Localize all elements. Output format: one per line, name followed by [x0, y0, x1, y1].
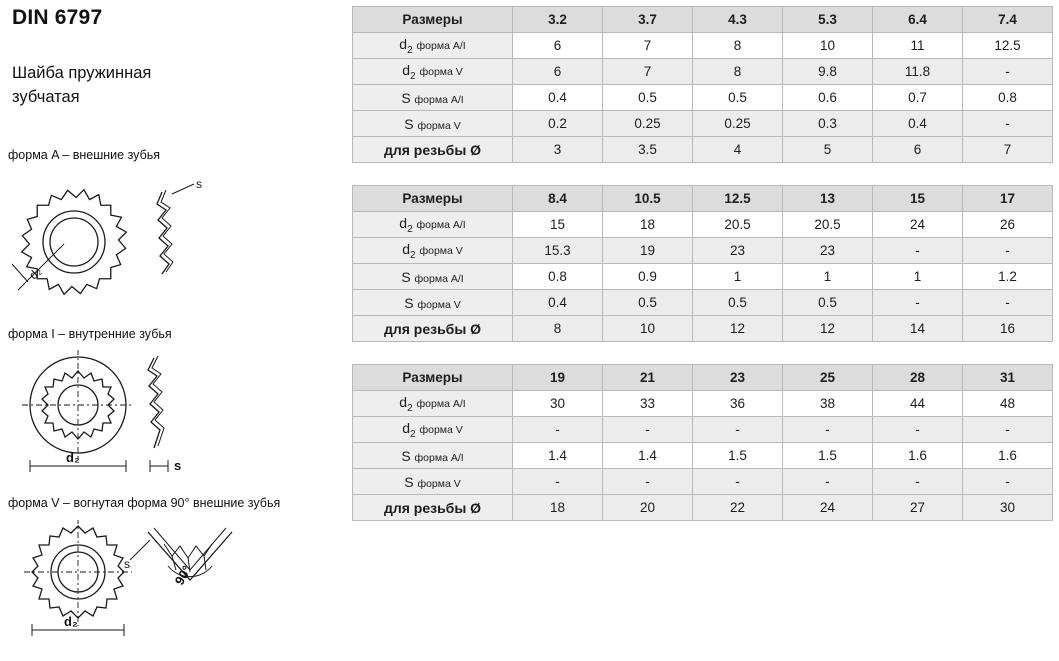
cell-value: 10: [603, 316, 693, 342]
cell-value: 30: [513, 391, 603, 417]
cell-value: 20.5: [693, 212, 783, 238]
product-title: [12, 62, 312, 110]
cell-value: 33: [603, 391, 693, 417]
dimension-d2-form-a: d₂: [26, 264, 45, 283]
cell-value: 0.4: [513, 290, 603, 316]
cell-value: 8: [513, 316, 603, 342]
header-size-value: 25: [783, 365, 873, 391]
cell-value: -: [693, 469, 783, 495]
product-title-line2: зубчатая: [12, 87, 80, 106]
cell-value: -: [963, 59, 1053, 85]
cell-value: 15: [513, 212, 603, 238]
cell-value: 20.5: [783, 212, 873, 238]
table-row: [353, 469, 1053, 495]
cell-value: 12: [693, 316, 783, 342]
table-row: [353, 417, 1053, 443]
row-label-thread: для резьбы Ø: [353, 316, 513, 342]
angle-90-form-v: 90°: [171, 562, 195, 588]
header-size-value: 21: [603, 365, 693, 391]
cell-value: 44: [873, 391, 963, 417]
cell-value: 0.8: [963, 85, 1053, 111]
cell-value: 5: [783, 137, 873, 163]
cell-value: 11.8: [873, 59, 963, 85]
cell-value: 38: [783, 391, 873, 417]
header-size-value: 17: [963, 186, 1053, 212]
cell-value: 3.5: [603, 137, 693, 163]
row-label-s-v: S форма V: [353, 469, 513, 495]
header-size-value: 5.3: [783, 7, 873, 33]
header-size-value: 6.4: [873, 7, 963, 33]
cell-value: 1: [873, 264, 963, 290]
header-size-value: 10.5: [603, 186, 693, 212]
cell-value: -: [873, 238, 963, 264]
cell-value: 1.4: [603, 443, 693, 469]
cell-value: 0.2: [513, 111, 603, 137]
product-title-line1: Шайба пружинная: [12, 64, 152, 82]
cell-value: -: [693, 417, 783, 443]
cell-value: 16: [963, 316, 1053, 342]
cell-value: 8: [693, 59, 783, 85]
dimension-s-form-a: s: [196, 177, 202, 191]
table-row: [353, 85, 1053, 111]
cell-value: -: [963, 417, 1053, 443]
table-row: [353, 443, 1053, 469]
cell-value: 1.4: [513, 443, 603, 469]
header-size-value: 15: [873, 186, 963, 212]
table-row: [353, 290, 1053, 316]
cell-value: 0.9: [603, 264, 693, 290]
header-size-value: 13: [783, 186, 873, 212]
cell-value: 0.4: [513, 85, 603, 111]
header-size-value: 7.4: [963, 7, 1053, 33]
row-label-d2-ai: $d_2$ форма A/I: [353, 391, 513, 417]
dimension-d2-form-i: d₂: [66, 450, 80, 465]
cell-value: 14: [873, 316, 963, 342]
row-label-s-ai: S форма A/I: [353, 85, 513, 111]
cell-value: 24: [783, 495, 873, 521]
row-label-d2-v: $d_2$ форма V: [353, 238, 513, 264]
table-row: [353, 316, 1053, 342]
dimension-table-1: [352, 6, 1053, 163]
table-header-row: [353, 7, 1053, 33]
left-column: [0, 0, 352, 661]
cell-value: 7: [603, 33, 693, 59]
cell-value: -: [513, 417, 603, 443]
cell-value: -: [603, 417, 693, 443]
figure-form-i: [6, 350, 216, 490]
table-row: [353, 137, 1053, 163]
header-size-value: 4.3: [693, 7, 783, 33]
row-label-s-v: S форма V: [353, 111, 513, 137]
dimension-d2-form-v: d₂: [64, 614, 78, 629]
cell-value: 1.6: [963, 443, 1053, 469]
cell-value: 15.3: [513, 238, 603, 264]
cell-value: 1.5: [783, 443, 873, 469]
cell-value: 9.8: [783, 59, 873, 85]
cell-value: 12.5: [963, 33, 1053, 59]
dimension-tables: [352, 6, 1052, 543]
header-size-value: 8.4: [513, 186, 603, 212]
cell-value: -: [873, 469, 963, 495]
table-header-row: [353, 365, 1053, 391]
table-header-row: [353, 186, 1053, 212]
cell-value: 0.5: [603, 85, 693, 111]
cell-value: 23: [693, 238, 783, 264]
cell-value: -: [513, 469, 603, 495]
figure-form-a: [6, 172, 216, 312]
table-row: [353, 59, 1053, 85]
cell-value: 18: [603, 212, 693, 238]
figure-form-v: [6, 520, 246, 650]
header-size-value: 19: [513, 365, 603, 391]
cell-value: 8: [693, 33, 783, 59]
cell-value: 6: [513, 33, 603, 59]
dimension-s-form-i: s: [174, 458, 182, 473]
cell-value: 0.25: [693, 111, 783, 137]
cell-value: 4: [693, 137, 783, 163]
cell-value: -: [783, 469, 873, 495]
table-row: [353, 111, 1053, 137]
cell-value: 23: [783, 238, 873, 264]
cell-value: 7: [603, 59, 693, 85]
cell-value: 0.5: [603, 290, 693, 316]
row-label-thread: для резьбы Ø: [353, 137, 513, 163]
cell-value: 0.8: [513, 264, 603, 290]
cell-value: 1: [783, 264, 873, 290]
standard-number: DIN 6797: [12, 6, 103, 29]
row-label-s-ai: S форма A/I: [353, 443, 513, 469]
cell-value: 11: [873, 33, 963, 59]
cell-value: 48: [963, 391, 1053, 417]
row-label-s-ai: S форма A/I: [353, 264, 513, 290]
table-row: [353, 264, 1053, 290]
dimension-s-form-v: s: [124, 557, 130, 571]
cell-value: 0.3: [783, 111, 873, 137]
cell-value: 26: [963, 212, 1053, 238]
cell-value: 1: [693, 264, 783, 290]
cell-value: 1.5: [693, 443, 783, 469]
cell-value: -: [873, 417, 963, 443]
figure-caption-form-a: форма A – внешние зубья: [8, 148, 161, 162]
dimension-table-3: [352, 364, 1053, 521]
table-row: [353, 33, 1053, 59]
cell-value: 0.5: [783, 290, 873, 316]
cell-value: -: [963, 290, 1053, 316]
cell-value: 0.5: [693, 85, 783, 111]
cell-value: 27: [873, 495, 963, 521]
header-size-value: 3.7: [603, 7, 693, 33]
cell-value: 0.7: [873, 85, 963, 111]
header-sizes: Размеры: [353, 7, 513, 33]
row-label-d2-ai: $d_2$ форма A/I: [353, 33, 513, 59]
cell-value: 18: [513, 495, 603, 521]
table-row: [353, 212, 1053, 238]
cell-value: 30: [963, 495, 1053, 521]
cell-value: 36: [693, 391, 783, 417]
cell-value: 3: [513, 137, 603, 163]
row-label-d2-ai: $d_2$ форма A/I: [353, 212, 513, 238]
table-row: [353, 495, 1053, 521]
header-sizes: Размеры: [353, 186, 513, 212]
cell-value: -: [873, 290, 963, 316]
header-size-value: 23: [693, 365, 783, 391]
cell-value: 1.2: [963, 264, 1053, 290]
cell-value: 6: [873, 137, 963, 163]
table-row: [353, 238, 1053, 264]
cell-value: 19: [603, 238, 693, 264]
row-label-s-v: S форма V: [353, 290, 513, 316]
header-sizes: Размеры: [353, 365, 513, 391]
cell-value: 0.4: [873, 111, 963, 137]
header-size-value: 31: [963, 365, 1053, 391]
cell-value: 1.6: [873, 443, 963, 469]
cell-value: 0.5: [693, 290, 783, 316]
cell-value: 10: [783, 33, 873, 59]
header-size-value: 3.2: [513, 7, 603, 33]
row-label-d2-v: $d_2$ форма V: [353, 59, 513, 85]
figure-caption-form-v: форма V – вогнутая форма 90° внешние зубья: [8, 496, 281, 510]
row-label-d2-v: $d_2$ форма V: [353, 417, 513, 443]
cell-value: -: [963, 238, 1053, 264]
cell-value: -: [963, 469, 1053, 495]
cell-value: 20: [603, 495, 693, 521]
cell-value: 7: [963, 137, 1053, 163]
cell-value: 22: [693, 495, 783, 521]
cell-value: 24: [873, 212, 963, 238]
cell-value: 0.6: [783, 85, 873, 111]
figure-caption-form-i: форма I – внутренние зубья: [8, 327, 172, 341]
header-size-value: 12.5: [693, 186, 783, 212]
header-size-value: 28: [873, 365, 963, 391]
cell-value: 0.25: [603, 111, 693, 137]
cell-value: 6: [513, 59, 603, 85]
cell-value: 12: [783, 316, 873, 342]
dimension-table-2: [352, 185, 1053, 342]
row-label-thread: для резьбы Ø: [353, 495, 513, 521]
cell-value: -: [963, 111, 1053, 137]
cell-value: -: [603, 469, 693, 495]
table-row: [353, 391, 1053, 417]
cell-value: -: [783, 417, 873, 443]
